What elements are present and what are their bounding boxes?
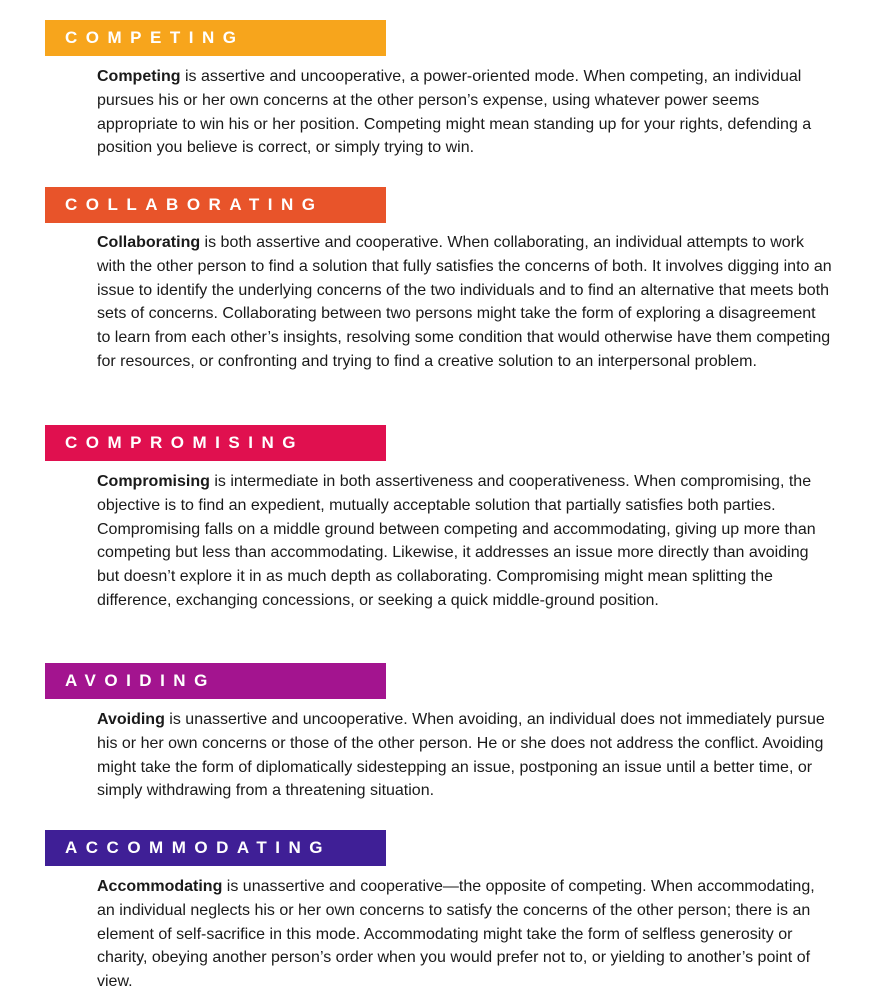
compromising-heading: COMPROMISING — [45, 425, 386, 461]
competing-description — [97, 65, 832, 160]
accommodating-heading: ACCOMMODATING — [45, 830, 386, 866]
collaborating-heading: COLLABORATING — [45, 187, 386, 223]
collaborating-description — [97, 231, 832, 374]
avoiding-description — [97, 708, 832, 803]
competing-body: is assertive and uncooperative, a power-oriented mode. When competing, an individual pursues his or her own concerns at the other person’s expense, using whatever power seems appropriate to win his or her position. Competing might mean standing up for your rights, defending a position you believe is correct, or simply trying to win. — [97, 68, 812, 157]
collaborating-body: is both assertive and cooperative. When collaborating, an individual attempts to work with the other person to find a solution that fully satisfies the concerns of both. It involves digging into an issue to identify the underlying concerns of the two individuals and to find an alternative that meets both sets of concerns. Collaborating between two persons might take the form of exploring a disagreement to learn from each other’s insights, resolving some condition that would otherwise have them competing for resources, or confronting and trying to find a creative solution to an interpersonal problem. — [97, 234, 832, 370]
compromising-body: is intermediate in both assertiveness and cooperativeness. When compromising, the objective is to find an expedient, mutually acceptable solution that partially satisfies both parties. Compromising falls on a middle ground between competing and accommodating, giving up more than competing but less than accommodating. Likewise, it addresses an issue more directly than avoiding but doesn’t explore it in as much depth as collaborating. Compromising might mean splitting the difference, exchanging concessions, or seeking a quick middle-ground position. — [97, 473, 816, 609]
collaborating-term: Collaborating — [97, 234, 201, 251]
avoiding-term: Avoiding — [97, 711, 165, 728]
accommodating-term: Accommodating — [97, 878, 223, 895]
avoiding-heading: AVOIDING — [45, 663, 386, 699]
competing-heading: COMPETING — [45, 20, 386, 56]
accommodating-body: is unassertive and cooperative—the opposite of competing. When accommodating, an individual neglects his or her own concerns to satisfy the concerns of the other person; there is an element of self-sacrifice in this mode. Accommodating might take the form of selfless generosity or charity, obeying another person’s order when you would prefer not to, or yielding to another’s point of view. — [97, 878, 815, 991]
compromising-term: Compromising — [97, 473, 210, 490]
accommodating-description — [97, 875, 832, 994]
compromising-description — [97, 470, 832, 613]
avoiding-body: is unassertive and uncooperative. When avoiding, an individual does not immediately pursue his or her own concerns or those of the other person. He or she does not address the conflict. Avoiding might take the form of diplomatically sidestepping an issue, postponing an issue until a better time, or simply withdrawing from a threatening situation. — [97, 711, 825, 800]
competing-term: Competing — [97, 68, 181, 85]
